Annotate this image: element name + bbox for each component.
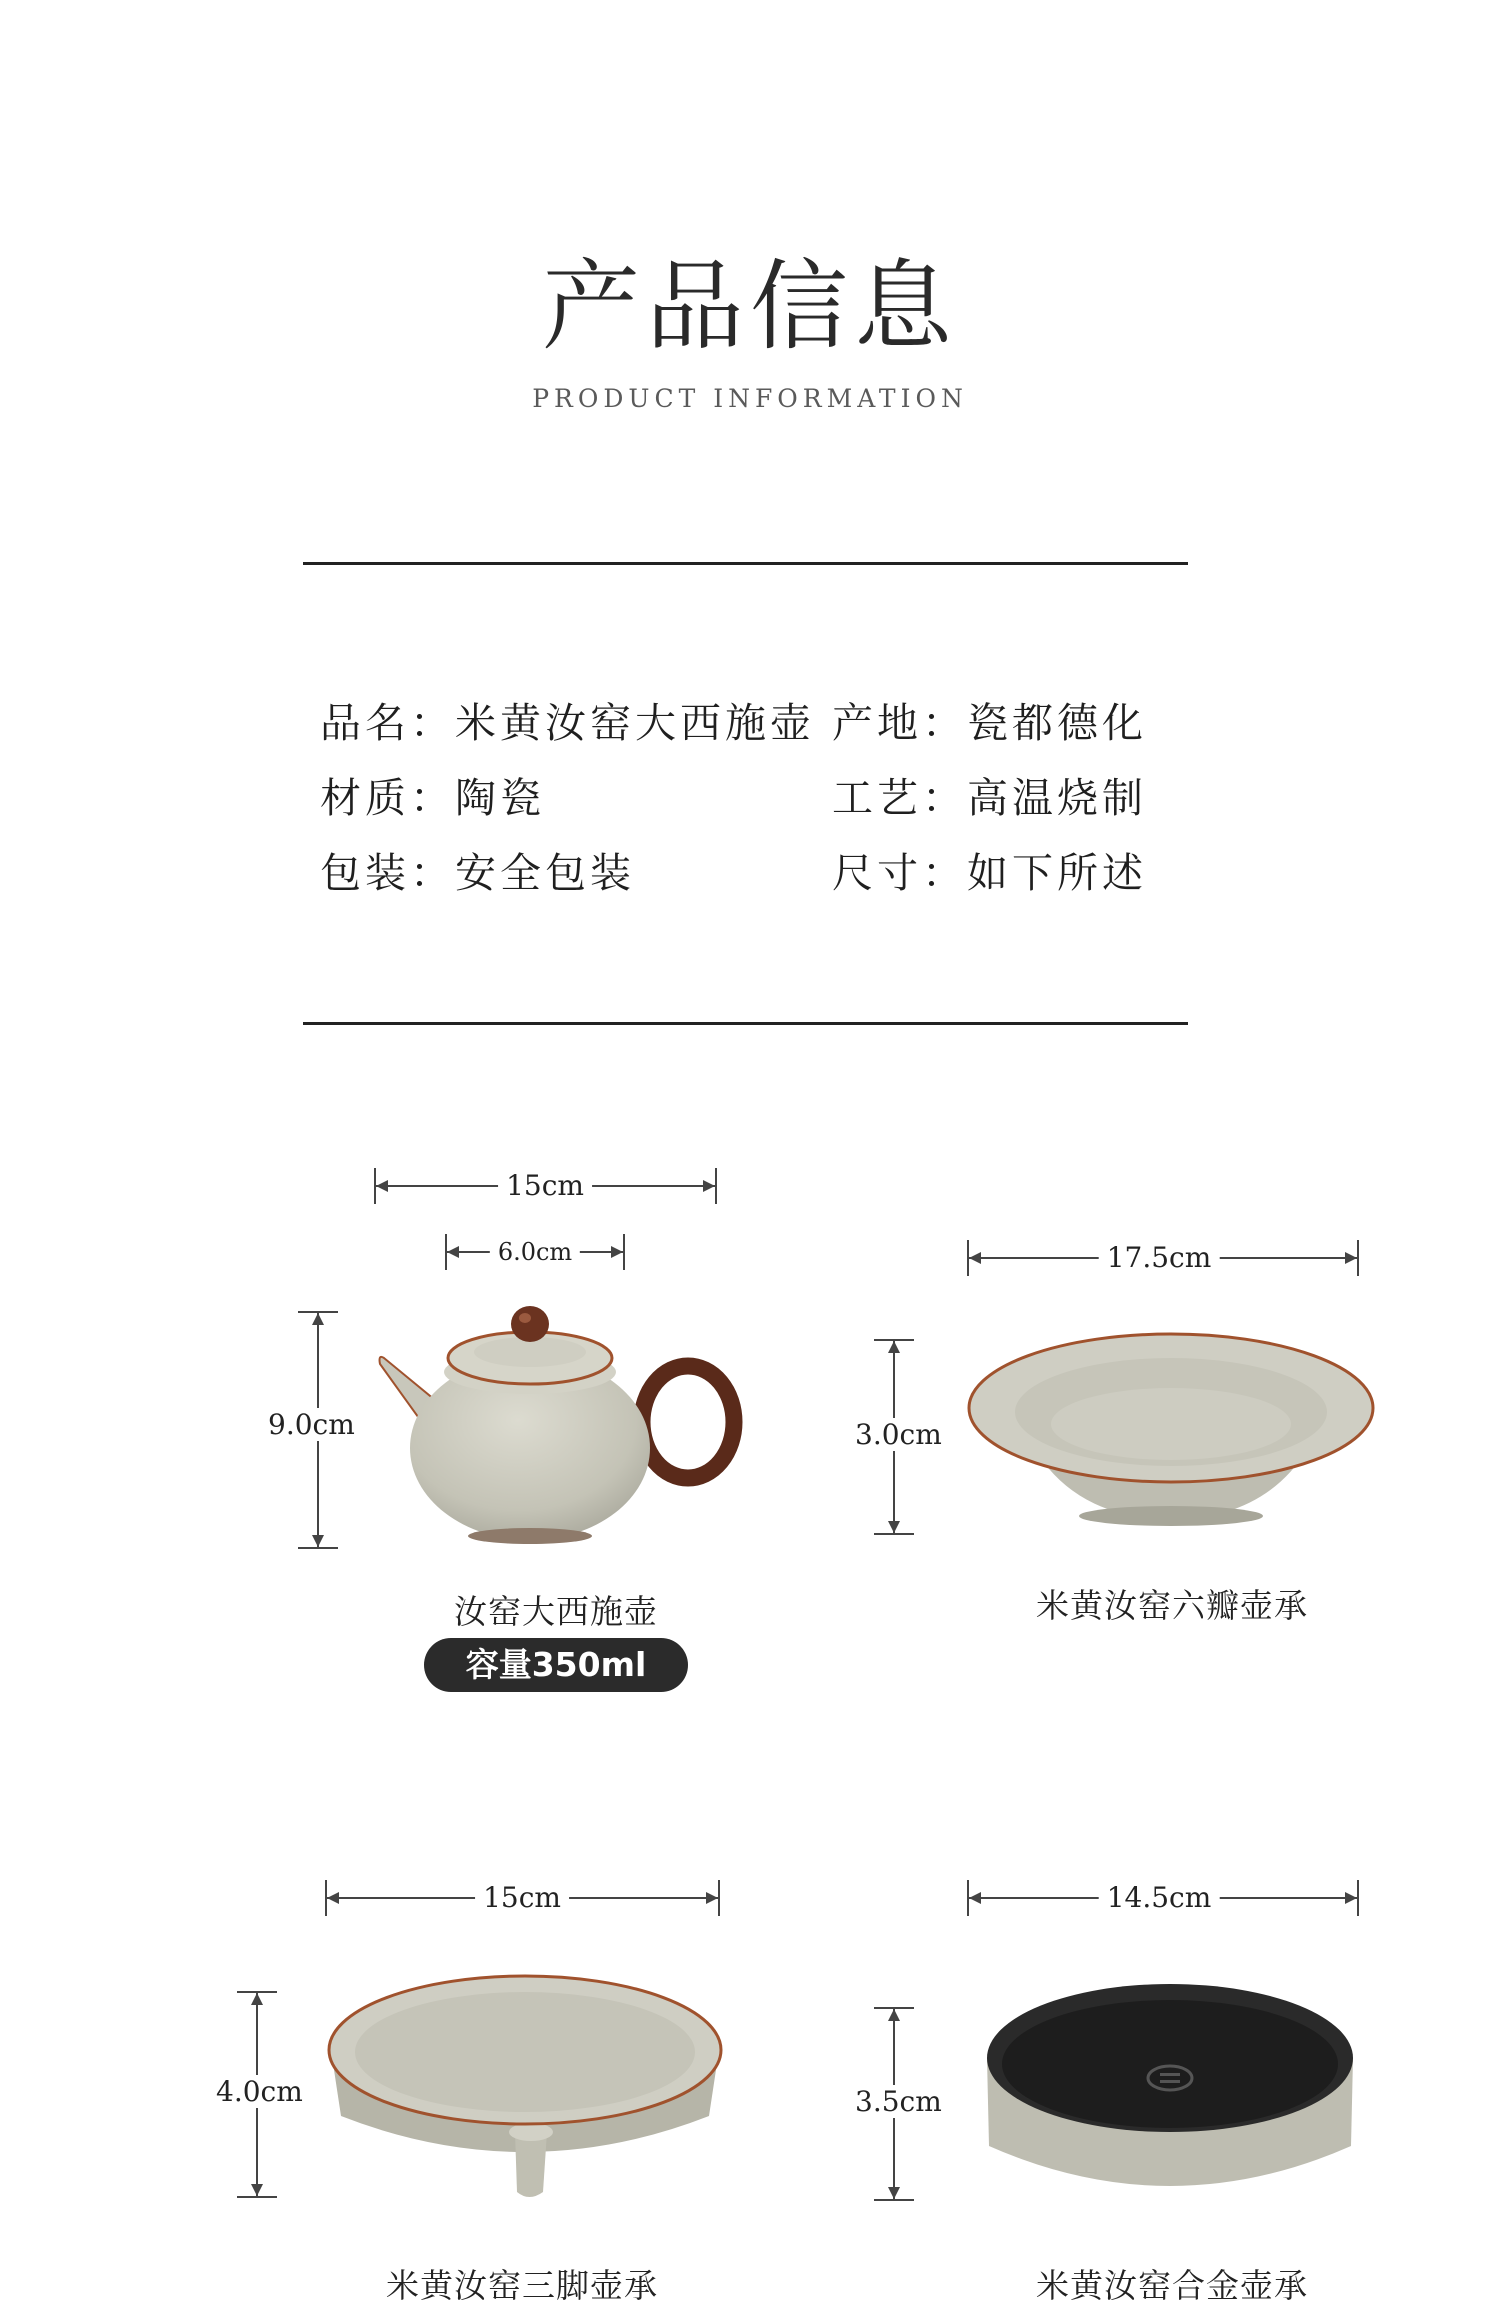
info-value: 陶瓷 (455, 774, 545, 822)
dimension-width-teapot (374, 1168, 717, 1204)
info-label: 尺寸： (832, 849, 967, 897)
alloy-stand-image (985, 1970, 1355, 2220)
info-value: 如下所述 (967, 849, 1147, 897)
product-name-three-foot-stand: 米黄汝窑三脚壶承 (386, 2266, 658, 2305)
info-item-packaging (320, 840, 635, 899)
info-label: 材质： (320, 774, 455, 822)
dimension-lid-width-teapot (445, 1234, 625, 1270)
dimension-label: 17.5cm (1099, 1240, 1220, 1276)
info-item-craft (832, 765, 1147, 824)
dimension-label: 9.0cm (268, 1408, 355, 1441)
dimension-label: 15cm (475, 1880, 569, 1916)
dimension-label: 15cm (498, 1168, 592, 1204)
page-title: 产品信息 (541, 250, 958, 364)
divider-bottom (303, 1022, 1188, 1025)
teapot-image (372, 1296, 746, 1546)
info-item-material (320, 765, 545, 824)
dimension-label: 4.0cm (216, 2075, 303, 2108)
dimension-label: 6.0cm (490, 1234, 580, 1270)
three-foot-stand-image (325, 1966, 725, 2206)
info-item-size (832, 840, 1147, 899)
page-subtitle: PRODUCT INFORMATION (532, 384, 968, 413)
info-label: 包装： (320, 849, 455, 897)
dimension-label: 3.0cm (855, 1418, 942, 1451)
dimension-width-three-foot-stand (325, 1880, 720, 1916)
info-item-origin (832, 690, 1147, 749)
dimension-label: 3.5cm (855, 2085, 942, 2118)
product-name-alloy-stand: 米黄汝窑合金壶承 (1036, 2266, 1308, 2305)
dimension-width-alloy-stand (967, 1880, 1359, 1916)
info-label: 品名： (320, 699, 455, 747)
six-petal-stand-image (966, 1330, 1376, 1530)
info-label: 产地： (832, 699, 967, 747)
info-value: 米黄汝窑大西施壶 (455, 699, 815, 747)
dimension-label: 14.5cm (1099, 1880, 1220, 1916)
info-item-name (320, 690, 815, 749)
product-name-six-petal-stand: 米黄汝窑六瓣壶承 (1036, 1586, 1308, 1625)
info-value: 高温烧制 (967, 774, 1147, 822)
divider-top (303, 562, 1188, 565)
info-value: 瓷都德化 (967, 699, 1147, 747)
product-name-teapot: 汝窑大西施壶 (454, 1592, 658, 1631)
capacity-badge: 容量350ml (424, 1638, 688, 1692)
dimension-width-six-petal-stand (967, 1240, 1359, 1276)
info-label: 工艺： (832, 774, 967, 822)
info-value: 安全包装 (455, 849, 635, 897)
